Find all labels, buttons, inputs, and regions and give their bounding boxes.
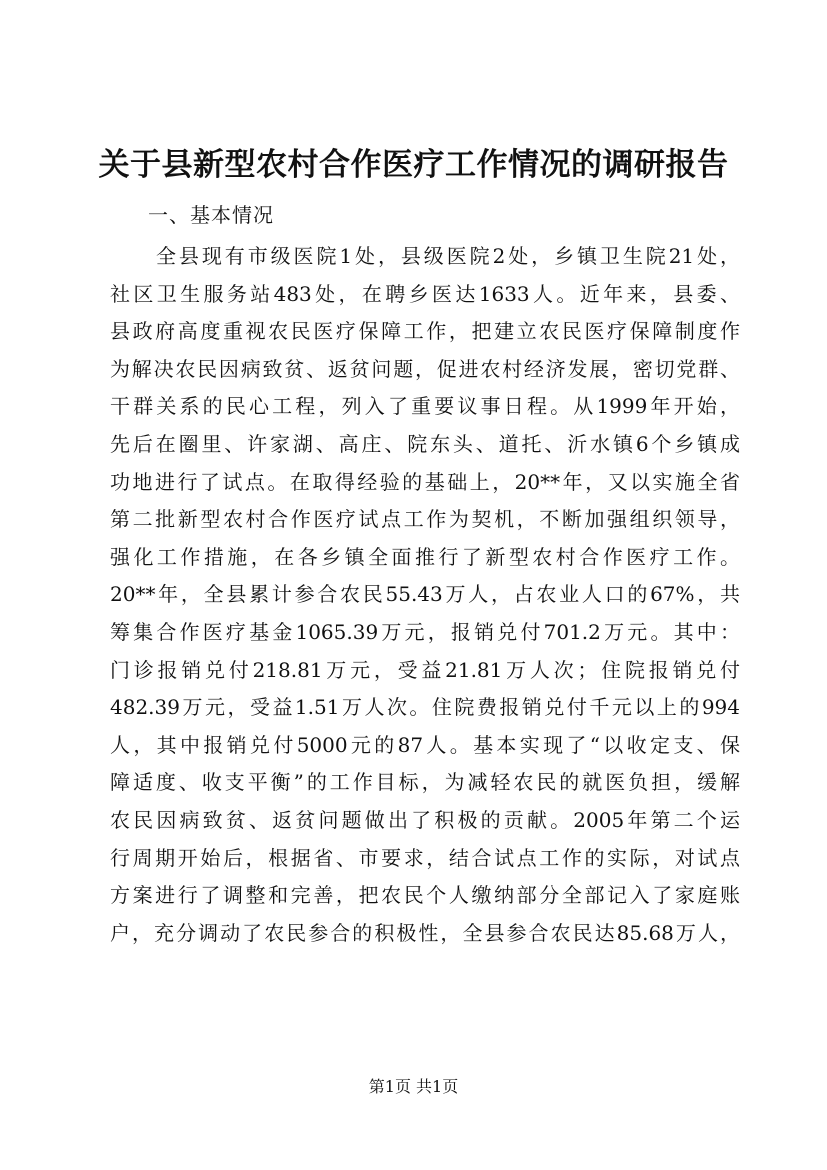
paragraph-line: 先后在圈里、许家湖、高庄、院东头、道托、沂水镇6个乡镇成 (110, 431, 740, 456)
paragraph-line: 为解决农民因病致贫、返贫问题，促进农村经济发展，密切党群、 (110, 356, 740, 381)
paragraph-line: 门诊报销兑付218.81万元，受益21.81万人次；住院报销兑付 (110, 657, 740, 682)
body-paragraph (110, 238, 740, 952)
paragraph-line: 功地进行了试点。在取得经验的基础上，20**年，又以实施全省 (110, 469, 740, 494)
paragraph-line: 强化工作措施，在各乡镇全面推行了新型农村合作医疗工作。 (110, 544, 740, 569)
paragraph-line: 20**年，全县累计参合农民55.43万人，占农业人口的67%，共 (110, 582, 740, 607)
paragraph-line: 户，充分调动了农民参合的积极性，全县参合农民达85.68万人， (110, 920, 740, 945)
paragraph-line: 第二批新型农村合作医疗试点工作为契机，不断加强组织领导， (110, 507, 740, 532)
paragraph-line: 干群关系的民心工程，列入了重要议事日程。从1999年开始， (110, 394, 740, 419)
paragraph-line: 农民因病致贫、返贫问题做出了积极的贡献。2005年第二个运 (110, 807, 740, 832)
paragraph-line: 县政府高度重视农民医疗保障工作，把建立农民医疗保障制度作 (110, 319, 740, 344)
paragraph-line: 方案进行了调整和完善，把农民个人缴纳部分全部记入了家庭账 (110, 883, 740, 908)
paragraph-line: 筹集合作医疗基金1065.39万元，报销兑付701.2万元。其中： (110, 619, 740, 644)
document-title: 关于县新型农村合作医疗工作情况的调研报告 (98, 147, 729, 183)
paragraph-line: 社区卫生服务站483处，在聘乡医达1633人。近年来，县委、 (110, 281, 740, 306)
paragraph-line: 行周期开始后，根据省、市要求，结合试点工作的实际，对试点 (110, 845, 740, 870)
page-footer: 第1页 共1页 (368, 1077, 459, 1096)
paragraph-line: 人，其中报销兑付5000元的87人。基本实现了“以收定支、保 (110, 732, 740, 757)
paragraph-line: 障适度、收支平衡”的工作目标，为减轻农民的就医负担，缓解 (110, 770, 740, 795)
section-heading: 一、基本情况 (148, 203, 274, 227)
paragraph-line: 482.39万元，受益1.51万人次。住院费报销兑付千元以上的994 (110, 695, 740, 720)
paragraph-line: 全县现有市级医院1处，县级医院2处，乡镇卫生院21处， (156, 244, 740, 268)
